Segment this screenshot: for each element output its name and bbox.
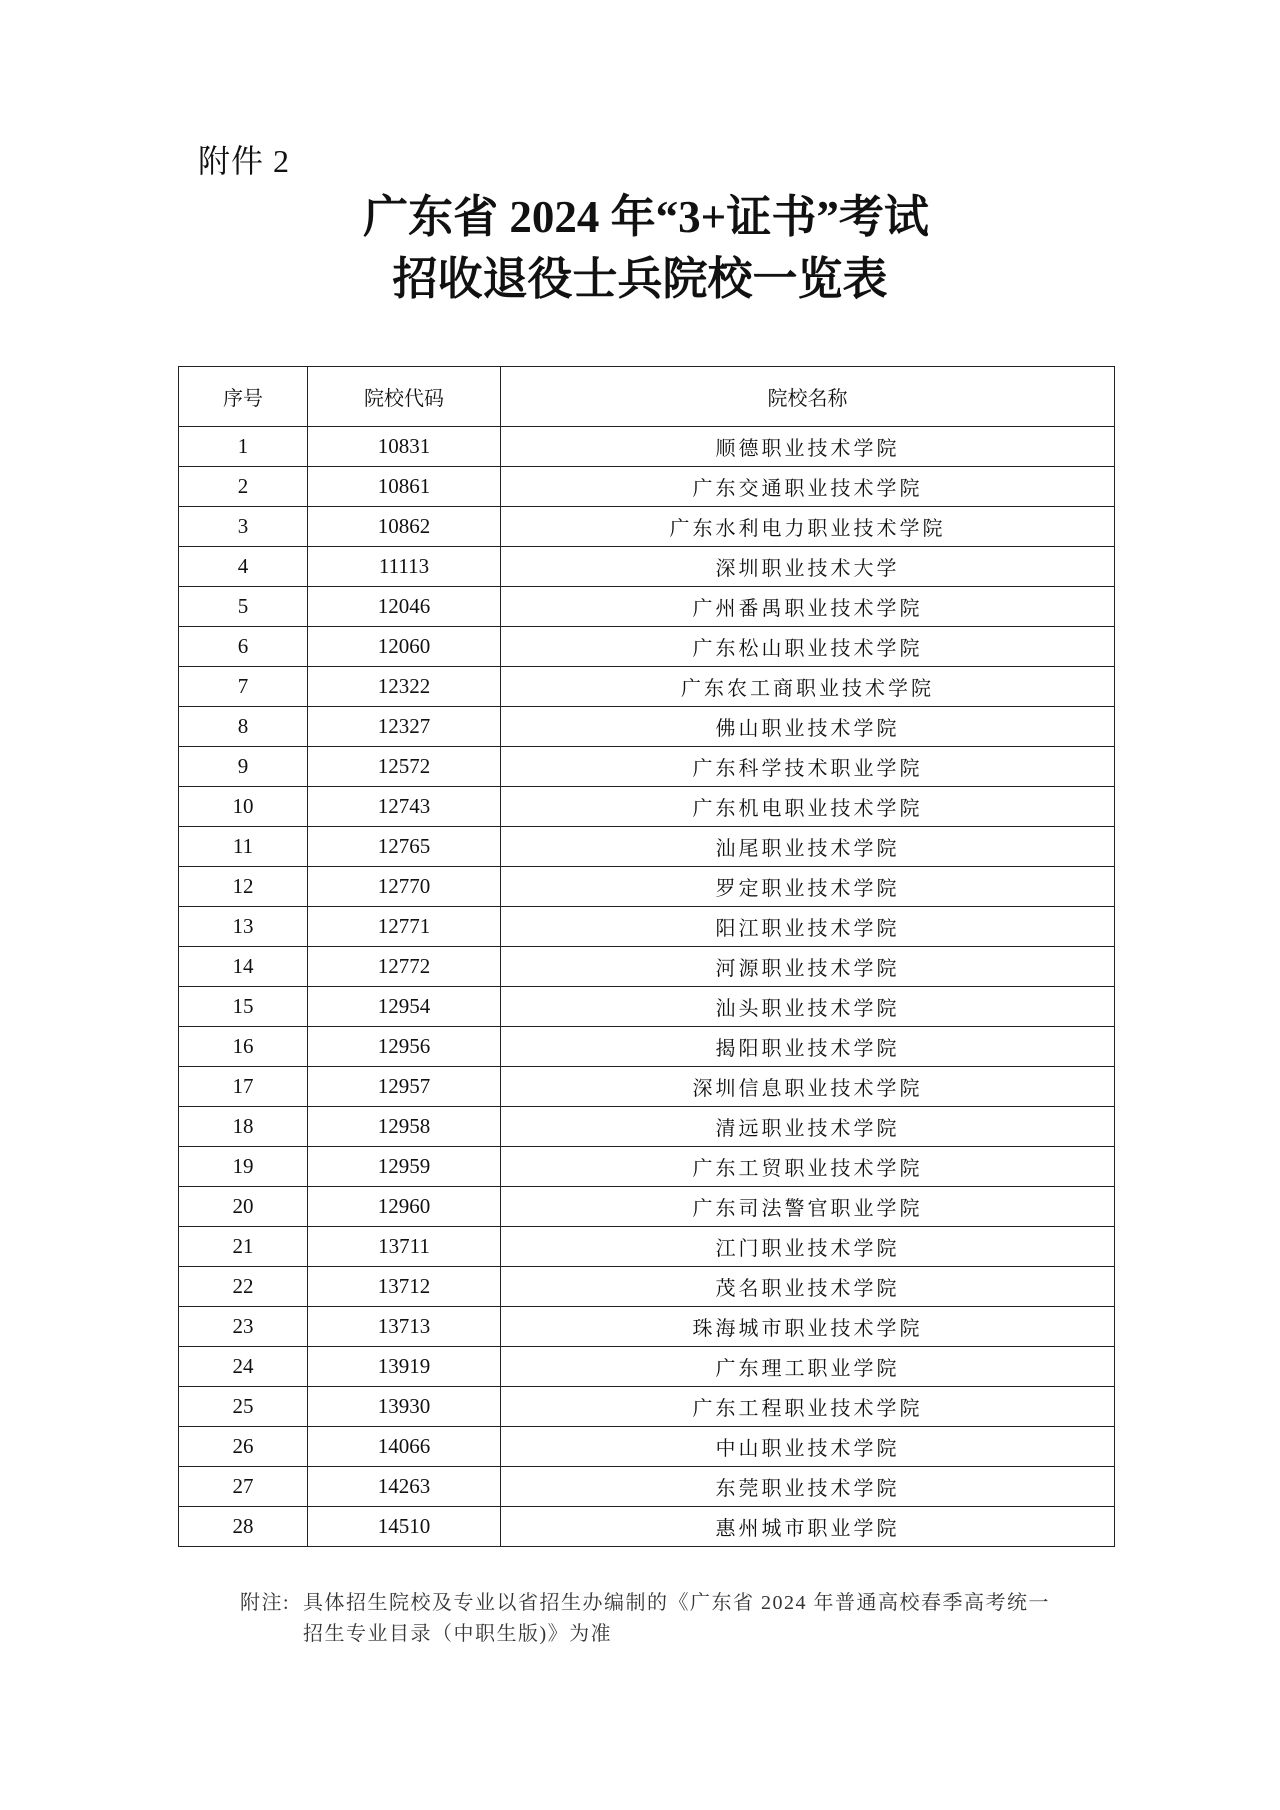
school-name-cell: 茂名职业技术学院: [501, 1267, 1115, 1307]
serial-number-cell: 19: [179, 1147, 308, 1187]
school-code-cell: 12960: [308, 1187, 501, 1227]
serial-number-cell: 23: [179, 1307, 308, 1347]
school-code-cell: 10861: [308, 467, 501, 507]
serial-number-cell: 25: [179, 1387, 308, 1427]
footnote-line-2: 招生专业目录（中职生版)》为准: [303, 1623, 613, 1645]
school-code-cell: 12956: [308, 1027, 501, 1067]
school-code-cell: 12046: [308, 587, 501, 627]
serial-number-cell: 11: [179, 827, 308, 867]
page-title: [0, 186, 1280, 310]
table-row: [179, 1187, 1115, 1227]
school-name-cell: 广东水利电力职业技术学院: [501, 507, 1115, 547]
serial-number-cell: 28: [179, 1507, 308, 1547]
school-code-cell: 12954: [308, 987, 501, 1027]
footnote-label: 附注:: [240, 1592, 291, 1614]
school-name-cell: 广东理工职业学院: [501, 1347, 1115, 1387]
serial-number-cell: 21: [179, 1227, 308, 1267]
school-name-cell: 汕尾职业技术学院: [501, 827, 1115, 867]
attachment-label: 附件 2: [198, 143, 291, 179]
school-code-cell: 14263: [308, 1467, 501, 1507]
school-code-cell: 12959: [308, 1147, 501, 1187]
table-row: [179, 947, 1115, 987]
title-line-1: 广东省 2024 年“3+证书”考试: [363, 192, 929, 242]
school-name-cell: 广东工程职业技术学院: [501, 1387, 1115, 1427]
serial-number-cell: 15: [179, 987, 308, 1027]
table-row: [179, 827, 1115, 867]
school-name-cell: 深圳职业技术大学: [501, 547, 1115, 587]
school-name-cell: 罗定职业技术学院: [501, 867, 1115, 907]
school-code-cell: 13712: [308, 1267, 501, 1307]
table-row: [179, 1467, 1115, 1507]
serial-number-cell: 8: [179, 707, 308, 747]
header-serial-number: 序号: [179, 367, 308, 427]
school-name-cell: 深圳信息职业技术学院: [501, 1067, 1115, 1107]
table-row: [179, 667, 1115, 707]
table-row: [179, 1307, 1115, 1347]
school-name-cell: 佛山职业技术学院: [501, 707, 1115, 747]
title-line-2: 招收退役士兵院校一览表: [392, 254, 888, 304]
school-code-cell: 12957: [308, 1067, 501, 1107]
serial-number-cell: 3: [179, 507, 308, 547]
school-name-cell: 清远职业技术学院: [501, 1107, 1115, 1147]
table-row: [179, 427, 1115, 467]
table-row: [179, 467, 1115, 507]
table-header-row: [179, 367, 1115, 427]
table-row: [179, 707, 1115, 747]
school-code-cell: 12572: [308, 747, 501, 787]
serial-number-cell: 1: [179, 427, 308, 467]
table-row: [179, 587, 1115, 627]
serial-number-cell: 6: [179, 627, 308, 667]
serial-number-cell: 14: [179, 947, 308, 987]
school-code-cell: 13930: [308, 1387, 501, 1427]
school-code-cell: 12771: [308, 907, 501, 947]
school-name-cell: 顺德职业技术学院: [501, 427, 1115, 467]
table-row: [179, 987, 1115, 1027]
header-school-name: 院校名称: [501, 367, 1115, 427]
table-row: [179, 747, 1115, 787]
school-name-cell: 东莞职业技术学院: [501, 1467, 1115, 1507]
serial-number-cell: 10: [179, 787, 308, 827]
school-code-cell: 13711: [308, 1227, 501, 1267]
school-name-cell: 广东科学技术职业学院: [501, 747, 1115, 787]
table-row: [179, 1147, 1115, 1187]
serial-number-cell: 22: [179, 1267, 308, 1307]
table-row: [179, 1427, 1115, 1467]
school-code-cell: 10862: [308, 507, 501, 547]
serial-number-cell: 13: [179, 907, 308, 947]
school-name-cell: 江门职业技术学院: [501, 1227, 1115, 1267]
table-row: [179, 1107, 1115, 1147]
school-name-cell: 广东司法警官职业学院: [501, 1187, 1115, 1227]
serial-number-cell: 26: [179, 1427, 308, 1467]
serial-number-cell: 20: [179, 1187, 308, 1227]
serial-number-cell: 18: [179, 1107, 308, 1147]
table-row: [179, 787, 1115, 827]
serial-number-cell: 4: [179, 547, 308, 587]
school-name-cell: 珠海城市职业技术学院: [501, 1307, 1115, 1347]
school-code-cell: 13713: [308, 1307, 501, 1347]
school-code-cell: 14510: [308, 1507, 501, 1547]
school-name-cell: 揭阳职业技术学院: [501, 1027, 1115, 1067]
table-row: [179, 547, 1115, 587]
school-code-cell: 13919: [308, 1347, 501, 1387]
serial-number-cell: 12: [179, 867, 308, 907]
school-name-cell: 广东工贸职业技术学院: [501, 1147, 1115, 1187]
school-name-cell: 汕头职业技术学院: [501, 987, 1115, 1027]
school-code-cell: 12765: [308, 827, 501, 867]
school-code-cell: 10831: [308, 427, 501, 467]
table-row: [179, 627, 1115, 667]
school-name-cell: 阳江职业技术学院: [501, 907, 1115, 947]
serial-number-cell: 16: [179, 1027, 308, 1067]
table-row: [179, 507, 1115, 547]
school-name-cell: 中山职业技术学院: [501, 1427, 1115, 1467]
school-name-cell: 惠州城市职业学院: [501, 1507, 1115, 1547]
serial-number-cell: 5: [179, 587, 308, 627]
school-name-cell: 广东交通职业技术学院: [501, 467, 1115, 507]
table-row: [179, 1387, 1115, 1427]
table-row: [179, 1027, 1115, 1067]
table-row: [179, 1067, 1115, 1107]
school-name-cell: 广州番禺职业技术学院: [501, 587, 1115, 627]
school-code-cell: 12770: [308, 867, 501, 907]
table-row: [179, 1507, 1115, 1547]
school-code-cell: 11113: [308, 547, 501, 587]
school-code-cell: 12327: [308, 707, 501, 747]
serial-number-cell: 2: [179, 467, 308, 507]
serial-number-cell: 24: [179, 1347, 308, 1387]
table-row: [179, 867, 1115, 907]
school-name-cell: 广东农工商职业技术学院: [501, 667, 1115, 707]
footnote-line-1: 具体招生院校及专业以省招生办编制的《广东省 2024 年普通高校春季高考统一: [303, 1592, 1050, 1614]
serial-number-cell: 9: [179, 747, 308, 787]
school-code-cell: 12958: [308, 1107, 501, 1147]
school-code-cell: 14066: [308, 1427, 501, 1467]
school-name-cell: 河源职业技术学院: [501, 947, 1115, 987]
school-code-cell: 12060: [308, 627, 501, 667]
table-row: [179, 1227, 1115, 1267]
school-code-cell: 12772: [308, 947, 501, 987]
table-row: [179, 1347, 1115, 1387]
school-name-cell: 广东松山职业技术学院: [501, 627, 1115, 667]
serial-number-cell: 7: [179, 667, 308, 707]
serial-number-cell: 17: [179, 1067, 308, 1107]
school-code-cell: 12322: [308, 667, 501, 707]
school-code-cell: 12743: [308, 787, 501, 827]
table-row: [179, 1267, 1115, 1307]
table-row: [179, 907, 1115, 947]
table-body: [179, 427, 1115, 1547]
schools-table: [178, 366, 1115, 1547]
school-name-cell: 广东机电职业技术学院: [501, 787, 1115, 827]
header-school-code: 院校代码: [308, 367, 501, 427]
serial-number-cell: 27: [179, 1467, 308, 1507]
footnote: [240, 1588, 1100, 1650]
